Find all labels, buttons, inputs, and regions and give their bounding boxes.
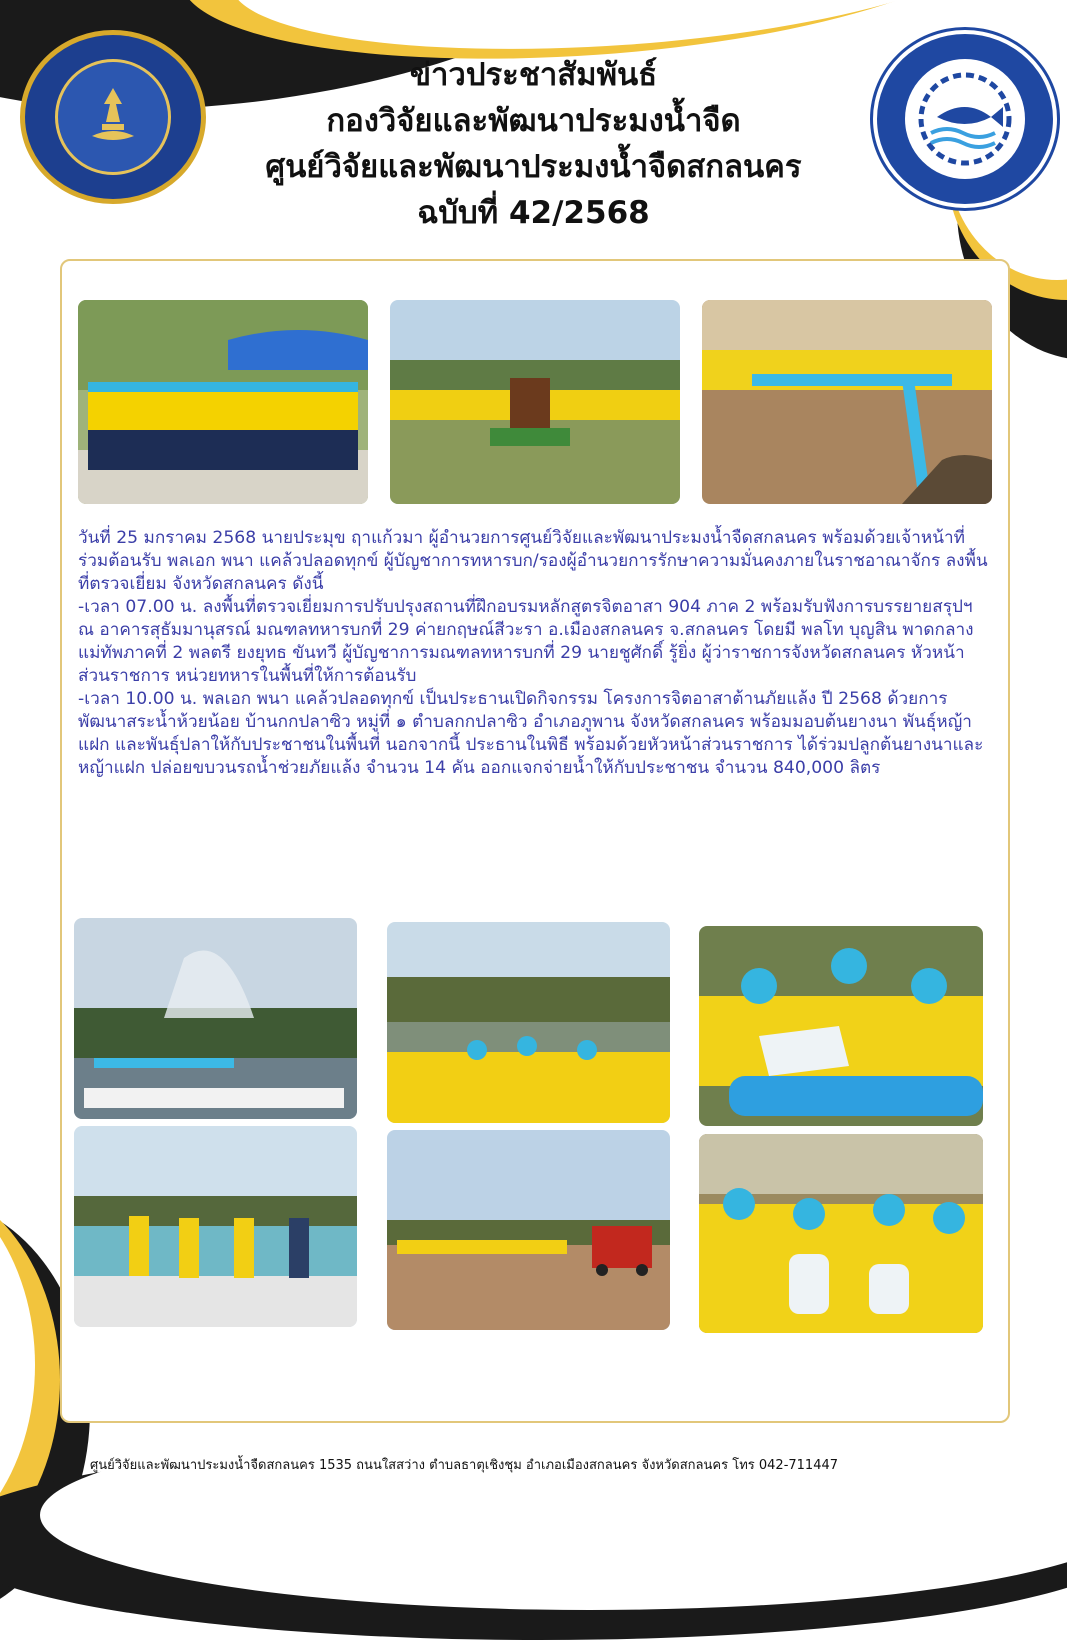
press-release-header [160, 52, 907, 236]
photo-water-fountain [74, 918, 357, 1119]
article-paragraph-morning: -เวลา 07.00 น. ลงพื้นที่ตรวจเยี่ยมการปรับปรุงสถานที่ฝึกอบรมหลักสูตรจิตอาสา 904 ภาค 2 พร้อมรับฟังการบรรยายสรุปฯ ณ อาคารสุธัมมานุสรณ์ มณฑลทหารบกที่ 29 ค่ายกฤษณ์สีวะรา อ.เมืองสกลนคร จ.สกลนคร โดยมี พลโท บุญสิน พาดกลาง แม่ทัพภาคที่ 2 พลตรี ยงยุทธ ขันทวี ผู้บัญชาการมณฑลทหารบกที่ 29 นายชูศักดิ์ รู้ยิ่ง ผู้ว่าราชการจังหวัดสกลนคร หัวหน้าส่วนราชการ หน่วยทหารในพื้นที่ให้การต้อนรับ [78, 597, 974, 686]
photo-group-by-pond [387, 922, 670, 1123]
photo-officials-fish-bags [699, 1134, 983, 1333]
header-division: กองวิจัยและพัฒนาประมงน้ำจืด [326, 103, 741, 139]
header-title: ข่าวประชาสัมพันธ์ [409, 57, 658, 93]
header-issue-number: ฉบับที่ 42/2568 [417, 195, 650, 231]
photo-ceremony-stage [390, 300, 680, 504]
article-paragraph-activity: -เวลา 10.00 น. พลเอก พนา แคล้วปลอดทุกข์ เป็นประธานเปิดกิจกรรม โครงการจิตอาสาต้านภัยแล้ง ปี 2568 ด้วยการพัฒนาสระน้ำห้วยน้อย บ้านกกปลาซิว หมู่ที่ ๑ ตำบลกกปลาซิว อำเภอภูพาน จังหวัดสกลนคร พร้อมมอบต้นยางนา พันธุ์หญ้าแฝก และพันธุ์ปลาให้กับประชาชนในพื้นที่ นอกจากนี้ ประธานในพิธี พร้อมด้วยหัวหน้าส่วนราชการ ได้ร่วมปลูกต้นยางนาและหญ้าแฝก ปล่อยขบวนรถน้ำช่วยภัยแล้ง จำนวน 14 คัน ออกแจกจ่ายน้ำให้กับประชาชน จำนวน 840,000 ลิตร [78, 689, 984, 778]
photo-pond-pipe [702, 300, 992, 504]
footer-address: ศูนย์วิจัยและพัฒนาประมงน้ำจืดสกลนคร 1535 ถนนใสสว่าง ตำบลธาตุเชิงชุม อำเภอเมืองสกลนคร จังหวัดสกลนคร โทร 042-711447 [90, 1458, 839, 1473]
photo-fish-release [699, 926, 983, 1126]
header-center: ศูนย์วิจัยและพัฒนาประมงน้ำจืดสกลนคร [265, 149, 802, 185]
photo-water-trucks [387, 1130, 670, 1330]
photo-officials-pond [74, 1126, 357, 1327]
photo-soldiers-lineup [78, 300, 368, 504]
article-body [78, 527, 990, 780]
article-paragraph-intro: วันที่ 25 มกราคม 2568 นายประมุข ฤาแก้วมา ผู้อำนวยการศูนย์วิจัยและพัฒนาประมงน้ำจืดสกลนคร พร้อมด้วยเจ้าหน้าที่ ร่วมต้อนรับ พลเอก พนา แคล้วปลอดทุกข์ ผู้บัญชาการทหารบก/รองผู้อำนวยการรักษาความมั่นคงภายในราชอาณาจักร ลงพื้นที่ตรวจเยี่ยม จังหวัดสกลนคร ดังนี้ [78, 528, 988, 594]
